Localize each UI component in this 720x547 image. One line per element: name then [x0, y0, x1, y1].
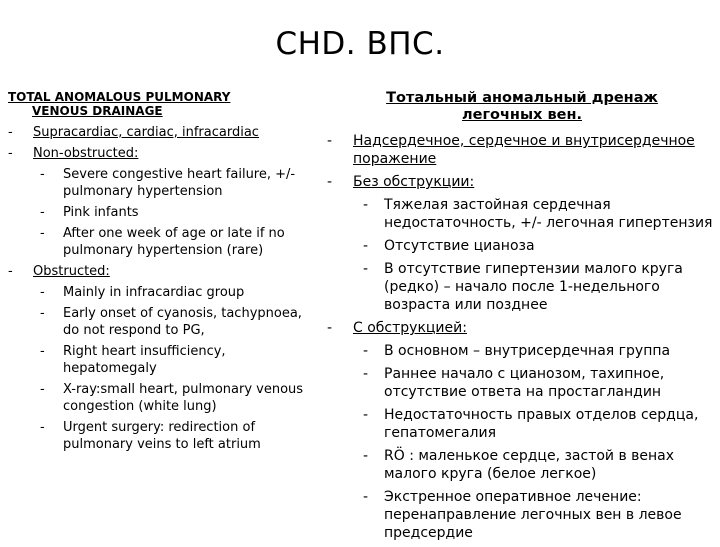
item-text: Экстренное оперативное лечение: перенаправление легочных вен в левое предсердие — [384, 489, 682, 541]
dash-bullet-icon: - — [40, 306, 45, 321]
dash-bullet-icon: - — [40, 420, 45, 435]
dash-bullet-icon: - — [363, 366, 369, 382]
item-text: Mainly in infracardiac group — [63, 285, 245, 300]
item-text: Раннее начало с цианозом, тахипное, отсутствие ответа на простагландин — [384, 366, 665, 400]
item-text: Pink infants — [63, 205, 139, 220]
list-item — [8, 124, 313, 141]
dash-bullet-icon: - — [363, 343, 369, 359]
list-item — [8, 305, 313, 339]
item-text: В отсутствие гипертензии малого круга (редко) – начало после 1-недельного возраста или позднее — [384, 261, 683, 313]
dash-bullet-icon: - — [40, 167, 45, 182]
dash-bullet-icon: - — [40, 285, 45, 300]
russian-column — [327, 90, 717, 547]
list-item — [8, 284, 313, 301]
nonobstructed-label: Без обструкции: — [353, 174, 475, 190]
dash-bullet-icon: - — [327, 133, 333, 149]
dash-bullet-icon: - — [8, 146, 13, 161]
list-item — [327, 132, 717, 168]
dash-bullet-icon: - — [40, 226, 45, 241]
english-heading-line1: TOTAL ANOMALOUS PULMONARY — [8, 90, 231, 104]
obstructed-label: С обструкцией: — [353, 320, 467, 336]
english-heading — [8, 90, 313, 118]
russian-heading-line2: легочных вен. — [461, 107, 582, 123]
item-text: Отсутствие цианоза — [384, 238, 535, 254]
item-text: Недостаточность правых отделов сердца, гепатомегалия — [384, 407, 699, 441]
list-item — [8, 166, 313, 200]
list-item — [8, 204, 313, 221]
list-item — [327, 237, 717, 255]
list-item — [327, 365, 717, 401]
dash-bullet-icon: - — [8, 125, 13, 140]
russian-heading-line1: Тотальный аномальный дренаж — [386, 90, 658, 106]
dash-bullet-icon: - — [8, 264, 13, 279]
item-text: Right heart insufficiency, hepatomegaly — [63, 344, 226, 376]
dash-bullet-icon: - — [40, 205, 45, 220]
list-item — [8, 381, 313, 415]
types-text: Надсердечное, сердечное и внутрисердечное поражение — [353, 133, 695, 167]
list-item — [327, 406, 717, 442]
list-item — [327, 488, 717, 542]
types-text: Supracardiac, cardiac, infracardiac — [33, 125, 259, 140]
list-item — [8, 343, 313, 377]
dash-bullet-icon: - — [40, 344, 45, 359]
item-text: RÖ : маленькое сердце, застой в венах малого круга (белое легкое) — [384, 448, 675, 482]
dash-bullet-icon: - — [363, 448, 369, 464]
list-item — [8, 145, 313, 162]
list-item — [8, 225, 313, 259]
dash-bullet-icon: - — [363, 407, 369, 423]
english-heading-line2: VENOUS DRAINAGE — [32, 104, 163, 118]
item-text: After one week of age or late if no pulmonary hypertension (rare) — [63, 226, 285, 258]
russian-heading — [327, 90, 717, 124]
dash-bullet-icon: - — [363, 238, 369, 254]
item-text: Early onset of cyanosis, tachypnoea, do not respond to PG, — [63, 306, 302, 338]
nonobstructed-label: Non-obstructed: — [33, 146, 139, 161]
item-text: В основном – внутрисердечная группа — [384, 343, 671, 359]
item-text: Urgent surgery: redirection of pulmonary veins to left atrium — [63, 420, 261, 452]
dash-bullet-icon: - — [363, 261, 369, 277]
list-item — [327, 260, 717, 314]
dash-bullet-icon: - — [40, 382, 45, 397]
dash-bullet-icon: - — [327, 174, 333, 190]
item-text: Тяжелая застойная сердечная недостаточность, +/- легочная гипертензия — [384, 197, 713, 231]
slide-title: CHD. ВПС. — [275, 26, 445, 62]
list-item — [327, 196, 717, 232]
dash-bullet-icon: - — [363, 197, 369, 213]
obstructed-label: Obstructed: — [33, 264, 110, 279]
item-text: X-ray:small heart, pulmonary venous congestion (white lung) — [63, 382, 304, 414]
english-column — [8, 90, 313, 457]
item-text: Severe congestive heart failure, +/- pulmonary hypertension — [63, 167, 296, 199]
list-item — [327, 173, 717, 191]
dash-bullet-icon: - — [327, 320, 333, 336]
list-item — [327, 342, 717, 360]
dash-bullet-icon: - — [363, 489, 369, 505]
list-item — [8, 419, 313, 453]
list-item — [327, 319, 717, 337]
list-item — [8, 263, 313, 280]
list-item — [327, 447, 717, 483]
